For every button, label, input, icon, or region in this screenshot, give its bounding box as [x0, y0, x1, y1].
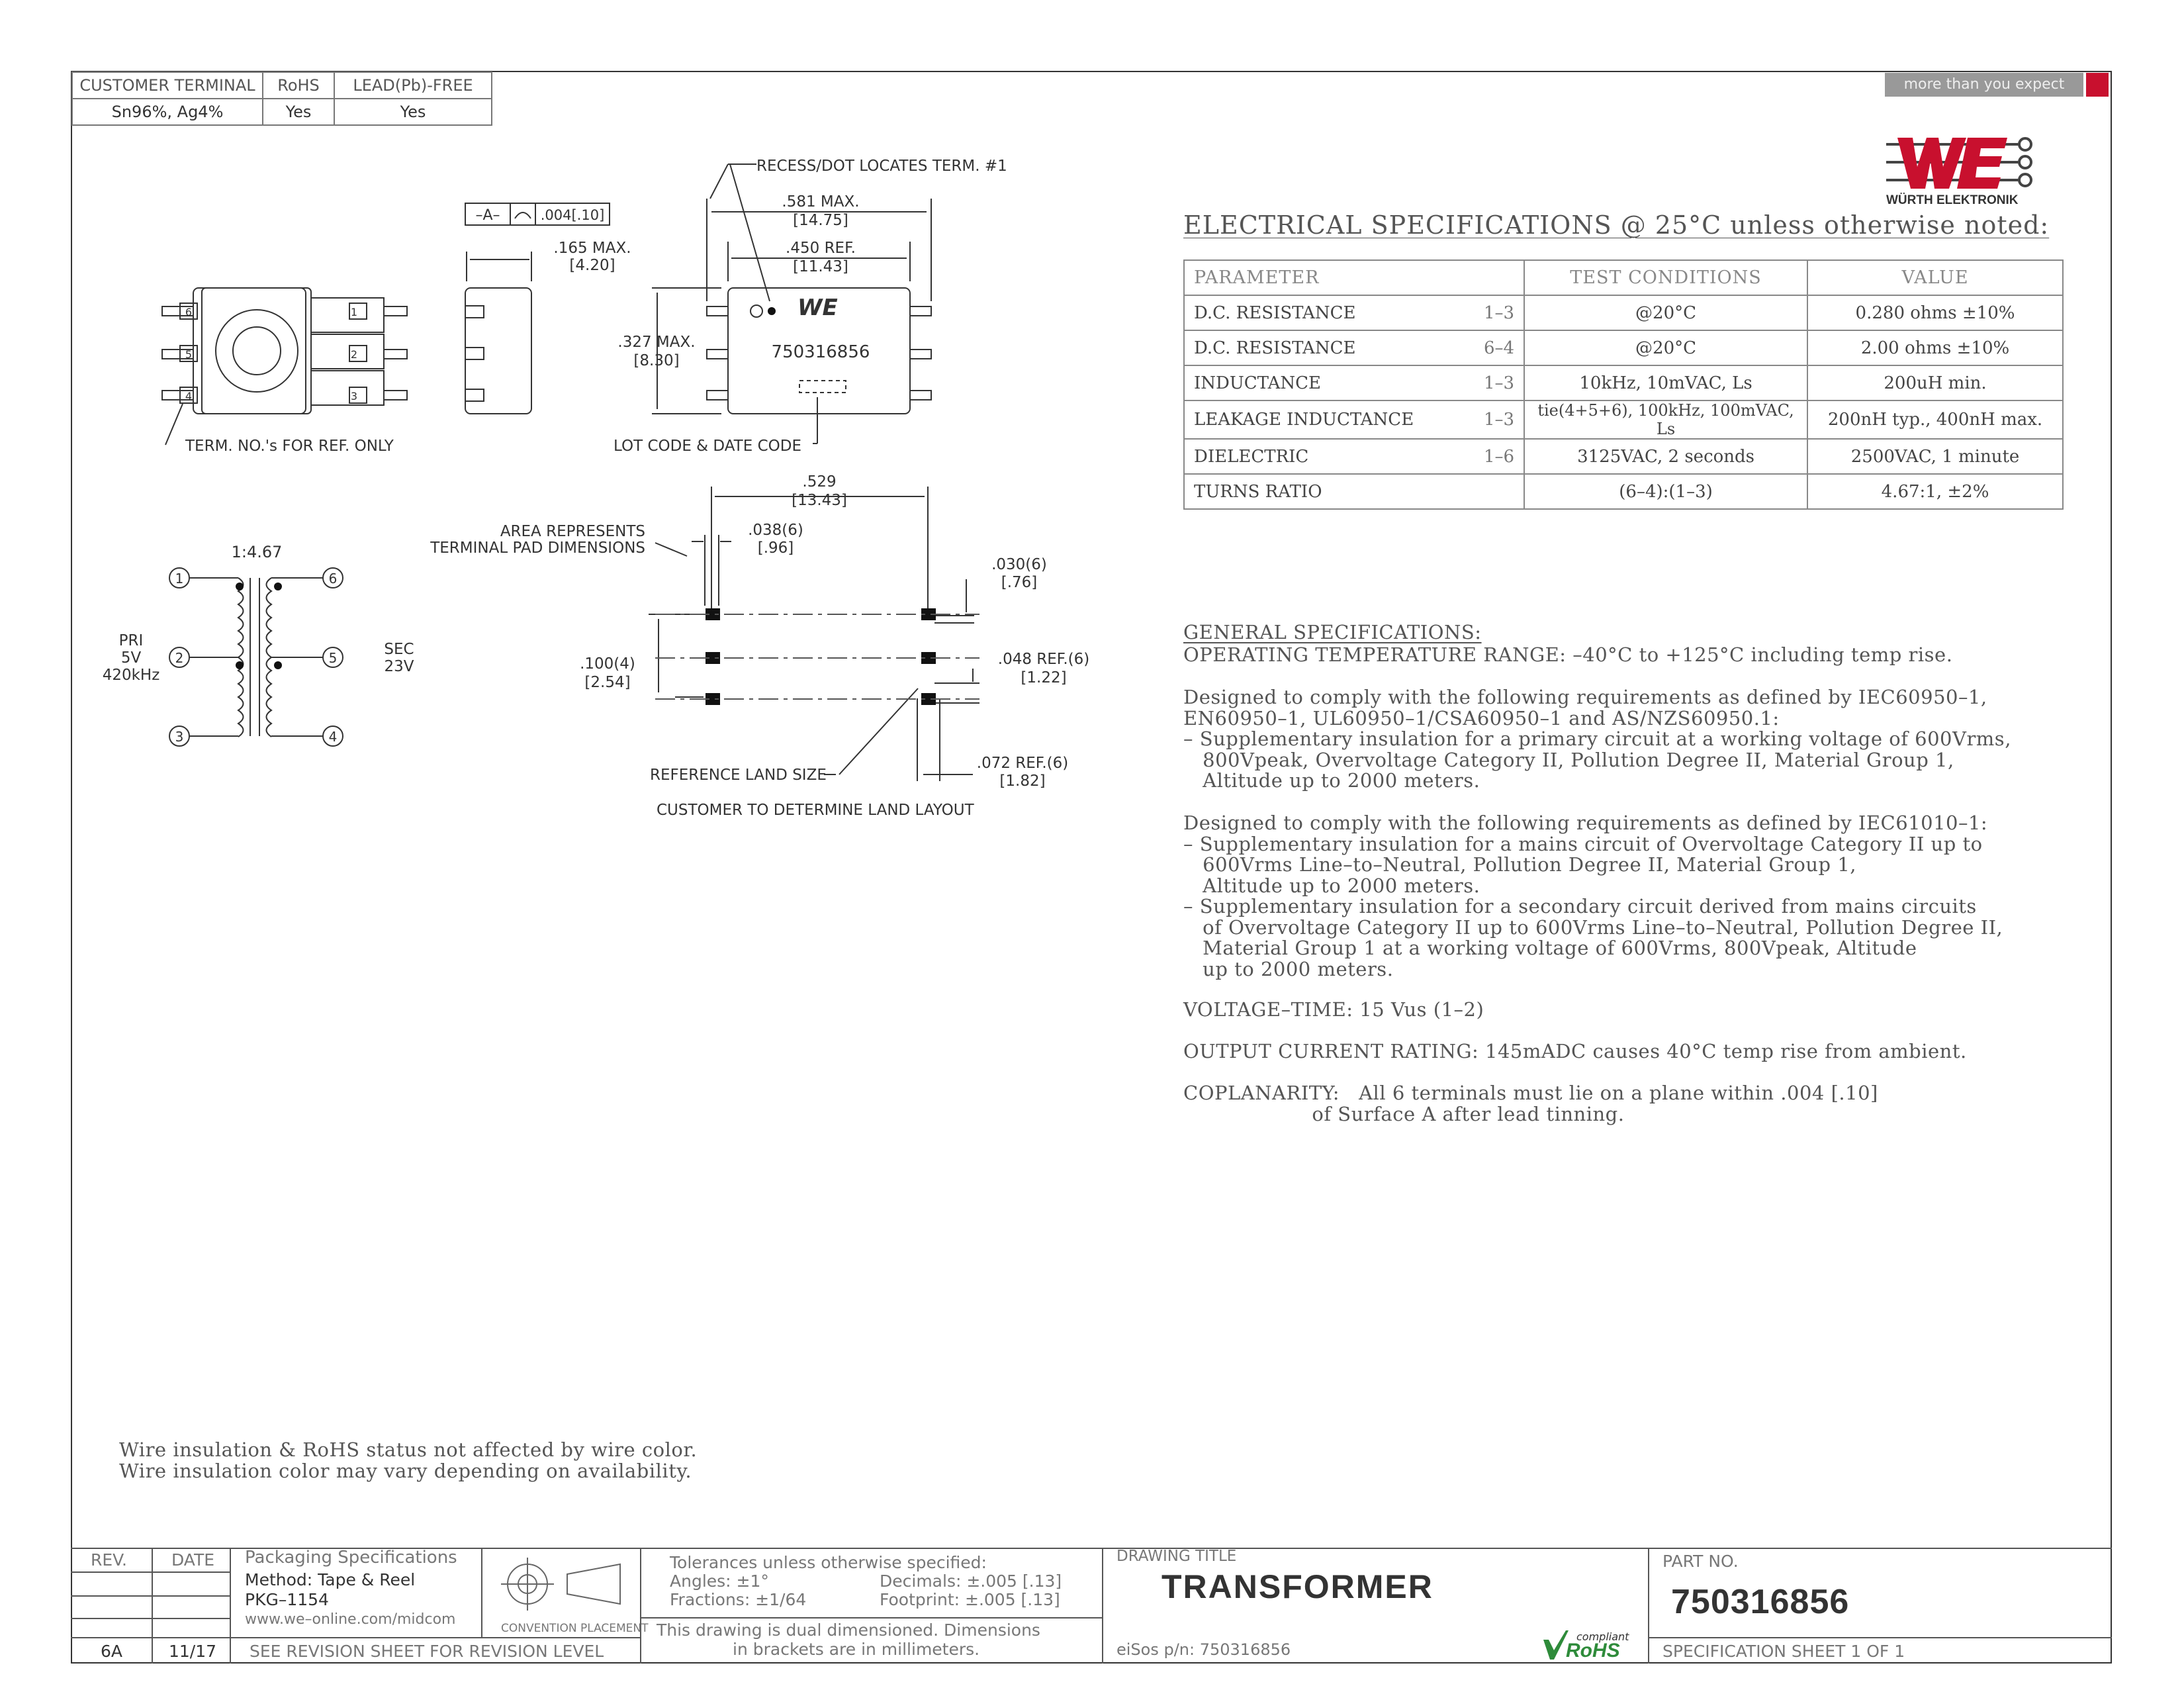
electrical-table: [1183, 259, 2064, 510]
value-cell: 2500VAC, 1 minute: [1807, 439, 2063, 474]
param-cell: DIELECTRIC: [1184, 439, 1459, 474]
pins-cell: 1–3: [1459, 365, 1524, 400]
pins-cell: 1–3: [1459, 400, 1524, 439]
pins-cell: 1–3: [1459, 295, 1524, 330]
dim-038-mm: [.96]: [757, 539, 794, 557]
top-view-core: [202, 288, 311, 414]
pins-cell: [1459, 474, 1524, 509]
iec61010-note: Designed to comply with the following requirements as defined by IEC61010–1: – Supplementary insulation for a mains circuit of Overvoltage Category II up to 600Vrms Line–to–Neutral, Pollution Degree II, Material Group 1, Altitude up to 2000 meters. – Supplementary insulation for a secondary circuit derived from mains circuits of Overvoltage Category II up to 600Vrms Line–to–Neutral, Pollution Degree II, Material Group 1 at a working voltage of 600Vrms, 800Vpeak, Altitude up to 2000 meters.: [1183, 812, 2003, 980]
packaging-title: Packaging Specifications: [245, 1548, 457, 1568]
svg-text:5: 5: [328, 650, 338, 666]
pins-cell: 1–6: [1459, 439, 1524, 474]
condition-cell: @20°C: [1524, 295, 1807, 330]
dim-165-mm: [4.20]: [569, 257, 615, 274]
svg-text:4: 4: [328, 729, 338, 745]
angle-tolerance: Angles: ±1°: [670, 1571, 769, 1591]
winding-1: [311, 298, 384, 332]
svg-text:4: 4: [185, 390, 193, 402]
svg-text:1: 1: [175, 571, 184, 586]
iec60950-note: Designed to comply with the following requirements as defined by IEC60950–1, EN60950–1, UL60950–1/CSA60950–1 and AS/NZS60950.1: – Supplementary insulation for a primary circuit at a working voltage of 600Vrms, 800Vpeak, Overvoltage Category II, Pollution Degree II, Material Group 1, Altitude up to 2000 meters.: [1183, 686, 2011, 792]
param-header: PARAMETER: [1184, 260, 1524, 295]
pins-cell: 6–4: [1459, 330, 1524, 365]
sheet-number: SPECIFICATION SHEET 1 OF 1: [1662, 1642, 1905, 1661]
rev-label: REV.: [91, 1550, 127, 1570]
svg-text:6: 6: [328, 571, 338, 586]
condition-cell: 10kHz, 10mVAC, Ls: [1524, 365, 1807, 400]
svg-text:2: 2: [175, 650, 184, 666]
dim-450: .450 REF.: [786, 240, 856, 257]
svg-text:5: 5: [185, 348, 193, 361]
svg-text:PRI: PRI: [118, 632, 144, 649]
dim-048-mm: [1.22]: [1021, 669, 1067, 686]
top-view-body: [193, 288, 306, 414]
output-current: OUTPUT CURRENT RATING: 145mADC causes 40°C temp rise from ambient.: [1183, 1040, 1967, 1062]
dim-327: .327 MAX.: [617, 334, 696, 351]
condition-cell: 3125VAC, 2 seconds: [1524, 439, 1807, 474]
land-note: REFERENCE LAND SIZE: [650, 767, 827, 784]
param-cell: INDUCTANCE: [1184, 365, 1459, 400]
dim-030-mm: [.76]: [1001, 574, 1038, 591]
rohs-label: RoHS: [1566, 1640, 1620, 1662]
core-outer-ring: [216, 310, 298, 392]
svg-text:3: 3: [175, 729, 184, 745]
we-mark-icon: WE: [797, 295, 838, 321]
svg-text:TERMINAL PAD DIMENSIONS: TERMINAL PAD DIMENSIONS: [430, 539, 645, 557]
drawing-title-label: DRAWING TITLE: [1116, 1548, 1237, 1565]
leadfree-header: LEAD(Pb)-FREE: [334, 72, 492, 99]
table-row: [1184, 400, 2063, 439]
footprint-tolerance: Footprint: ±.005 [.13]: [880, 1590, 1060, 1609]
wire-note: Wire insulation & RoHS status not affected by wire color. Wire insulation color may vary depending on availability.: [119, 1438, 698, 1482]
dim-165: .165 MAX.: [553, 240, 631, 257]
table-row: [1184, 295, 2063, 330]
rohs-badge: [1542, 1630, 1647, 1660]
svg-text:AREA REPRESENTS: AREA REPRESENTS: [500, 523, 645, 540]
dual-dimension-note-2: in brackets are in millimeters.: [733, 1640, 980, 1659]
packaging-url[interactable]: www.we–online.com/midcom: [245, 1611, 456, 1628]
dim-581: .581 MAX.: [782, 193, 860, 211]
coplanarity: COPLANARITY: All 6 terminals must lie on a plane within .004 [.10] of Surface A after lead tinning.: [1183, 1082, 1878, 1125]
svg-text:5V: 5V: [120, 649, 142, 667]
mechanical-drawing: [0, 0, 1178, 847]
conditions-header: TEST CONDITIONS: [1524, 260, 1807, 295]
svg-text:2: 2: [350, 348, 358, 361]
date-label: DATE: [171, 1550, 215, 1570]
lot-note: LOT CODE & DATE CODE: [614, 438, 801, 455]
dim-048: .048 REF.(6): [997, 651, 1090, 668]
dim-030: .030(6): [991, 556, 1047, 573]
drawing-title: TRANSFORMER: [1161, 1568, 1433, 1605]
tolerance-title: Tolerances unless otherwise specified:: [670, 1553, 987, 1572]
revision-note: SEE REVISION SHEET FOR REVISION LEVEL: [250, 1642, 604, 1661]
param-cell: D.C. RESISTANCE: [1184, 330, 1459, 365]
rohs-value: Yes: [263, 99, 334, 125]
value-cell: 4.67:1, ±2%: [1807, 474, 2063, 509]
electrical-title: ELECTRICAL SPECIFICATIONS @ 25°C unless otherwise noted:: [1183, 211, 2050, 240]
terminal-header: CUSTOMER TERMINAL: [72, 72, 263, 99]
date-value: 11/17: [169, 1642, 217, 1661]
datum-a: –A–: [475, 207, 500, 224]
title-block: [71, 1548, 2112, 1664]
fraction-tolerance: Fractions: ±1/64: [670, 1590, 807, 1609]
check-icon: [1542, 1630, 1569, 1660]
recess-note: RECESS/DOT LOCATES TERM. #1: [756, 158, 1007, 175]
part-number: 750316856: [1671, 1583, 1850, 1621]
dim-450-mm: [11.43]: [793, 258, 848, 275]
value-cell: 2.00 ohms ±10%: [1807, 330, 2063, 365]
projection-symbol-icon: [494, 1554, 630, 1620]
dim-327-mm: [8.30]: [633, 352, 680, 369]
packaging-number: PKG–1154: [245, 1590, 329, 1609]
param-cell: D.C. RESISTANCE: [1184, 295, 1459, 330]
turns-ratio: 1:4.67: [231, 543, 283, 561]
svg-text:6: 6: [185, 306, 193, 318]
table-row: [1184, 330, 2063, 365]
winding-3: [311, 371, 384, 405]
rohs-header: RoHS: [263, 72, 334, 99]
dim-038: .038(6): [748, 522, 803, 539]
value-header: VALUE: [1807, 260, 2063, 295]
rohs-compliant-label: compliant: [1576, 1630, 1629, 1643]
side-view-body: [465, 288, 531, 414]
packaging-method: Method: Tape & Reel: [245, 1570, 416, 1589]
value-cell: 0.280 ohms ±10%: [1807, 295, 2063, 330]
param-cell: LEAKAGE INDUCTANCE: [1184, 400, 1459, 439]
svg-text:1: 1: [350, 306, 358, 318]
revision-value: 6A: [101, 1642, 123, 1661]
dim-529-mm: [13.43]: [792, 492, 847, 509]
condition-cell: (6–4):(1–3): [1524, 474, 1807, 509]
svg-text:3: 3: [350, 390, 358, 402]
table-row: [1184, 439, 2063, 474]
flatness-tolerance: .004[.10]: [540, 207, 605, 223]
value-cell: 200uH min.: [1807, 365, 2063, 400]
part-marking: 750316856: [771, 342, 870, 362]
core-inner-ring: [233, 327, 281, 375]
convention-label: CONVENTION PLACEMENT: [501, 1622, 649, 1635]
winding-2: [311, 334, 384, 369]
svg-text:23V: 23V: [384, 658, 414, 675]
dim-072: .072 REF.(6): [976, 755, 1069, 772]
wurth-logo-icon: [1883, 132, 2042, 209]
part-no-label: PART NO.: [1662, 1552, 1739, 1571]
dim-529: .529: [802, 473, 837, 491]
param-cell: TURNS RATIO: [1184, 474, 1459, 509]
layout-note: CUSTOMER TO DETERMINE LAND LAYOUT: [657, 802, 974, 819]
brand-accent-block: [2086, 73, 2109, 97]
table-row: [1184, 474, 2063, 509]
dual-dimension-note: This drawing is dual dimensioned. Dimensions: [657, 1620, 1040, 1640]
condition-cell: @20°C: [1524, 330, 1807, 365]
term-note: TERM. NO.'s FOR REF. ONLY: [185, 438, 394, 455]
brand-name: WÜRTH ELEKTRONIK: [1886, 193, 2019, 207]
svg-text:SEC: SEC: [384, 641, 414, 658]
dim-100-mm: [2.54]: [584, 674, 631, 691]
table-row: [1184, 365, 2063, 400]
dim-100: .100(4): [580, 655, 635, 673]
operating-temp: OPERATING TEMPERATURE RANGE: –40°C to +125°C including temp rise.: [1183, 643, 1953, 666]
terminal-value: Sn96%, Ag4%: [72, 99, 263, 125]
condition-cell: tie(4+5+6), 100kHz, 100mVAC, Ls: [1524, 400, 1807, 439]
general-title: GENERAL SPECIFICATIONS:: [1183, 621, 1482, 643]
decimal-tolerance: Decimals: ±.005 [.13]: [880, 1571, 1062, 1591]
value-cell: 200nH typ., 400nH max.: [1807, 400, 2063, 439]
dim-072-mm: [1.82]: [999, 773, 1046, 790]
leadfree-value: Yes: [334, 99, 492, 125]
term1-dot: [768, 307, 776, 315]
dim-581-mm: [14.75]: [793, 212, 848, 229]
brand-tagline: more than you expect: [1885, 73, 2083, 97]
voltage-time: VOLTAGE–TIME: 15 Vus (1–2): [1183, 998, 1484, 1021]
svg-text:420kHz: 420kHz: [102, 667, 160, 684]
eisos-part: eiSos p/n: 750316856: [1116, 1640, 1291, 1659]
